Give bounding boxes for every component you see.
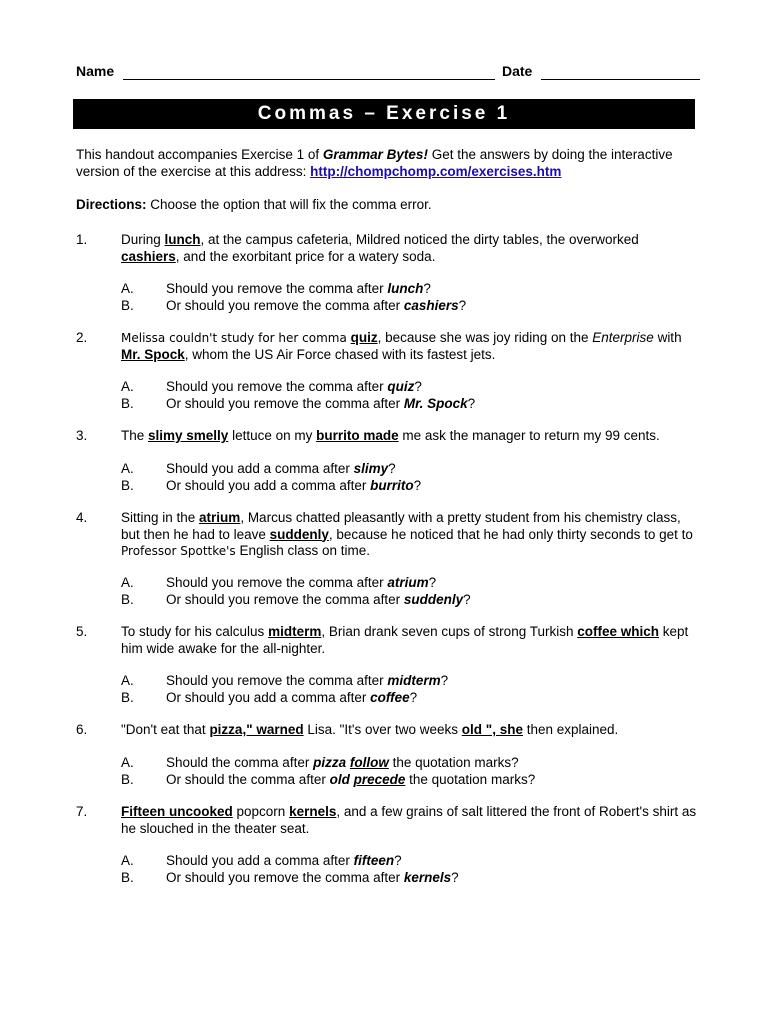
option-text: Should you remove the comma after [166,281,388,296]
option-text: Or should the comma after [166,772,330,787]
stem-text: , Brian drank seven cups of strong Turkish [321,624,578,639]
option-text: ? [451,870,459,885]
stem-text: with [653,330,682,345]
question-number: 2. [76,330,88,345]
option-letter: A. [121,379,134,394]
keyword: coffee which [577,624,659,639]
keyword: slimy smelly [148,428,229,443]
name-blank-line[interactable] [123,79,495,80]
option-letter: A. [121,281,134,296]
option-text: ? [394,853,402,868]
ship-name: Enterprise [592,330,654,345]
option-letter: A. [121,755,134,770]
option-keyword: burrito [370,478,414,493]
option-text: ? [388,461,396,476]
keyword: Mr. Spock [121,346,185,362]
stem-text: then explained. [522,722,619,737]
stem-text: me ask the manager to return my 99 cents. [398,428,660,443]
directions-label: Directions: [76,197,147,212]
stem-text: , because he noticed that he had only thirty seconds to get to [328,526,693,542]
date-label: Date [502,63,533,79]
option-text: ? [409,690,418,705]
option-letter: B. [121,298,134,313]
question-number: 1. [76,232,88,247]
option-keyword: quiz [387,379,415,394]
question-stem [121,804,701,837]
keyword: lunch [164,232,201,247]
stem-text: The [121,428,149,443]
stem-text: , whom the US Air Force chased with its fastest jets. [184,346,496,362]
option-letter: A. [121,673,134,688]
option-keyword: coffee [370,690,410,705]
option-letter: B. [121,478,134,493]
page-title: Commas – Exercise 1 [73,99,695,129]
option-text: Or should you add a comma after [166,478,371,493]
exercise-link[interactable]: http://chompchomp.com/exercises.htm [310,163,562,179]
stem-text: Lisa. "It's over two weeks [303,722,462,737]
option-text: ? [463,592,471,607]
keyword: old ", she [461,722,523,737]
option-text: Should the comma after [166,755,314,770]
keyword: atrium [199,510,241,525]
option-keyword: kernels [403,870,452,885]
option-letter: B. [121,592,134,607]
keyword: kernels [289,804,337,819]
option-text: ? [423,281,431,296]
option-letter: B. [121,396,134,411]
stem-text: , and the exorbitant price for a watery soda. [175,248,436,264]
option-letter: B. [121,772,134,787]
option-text: Or should you remove the comma after [166,396,404,411]
question-stem [121,510,701,560]
brand-name: Grammar Bytes! [322,147,428,162]
keyword: quiz [350,330,378,345]
keyword: midterm [268,624,322,639]
intro-text: This handout accompanies Exercise 1 of [76,147,323,162]
question-stem [121,330,701,363]
option-letter: A. [121,461,134,476]
stem-text: English class on time. [235,543,370,558]
option-text: Should you remove the comma after [166,673,388,688]
stem-text: During [121,232,165,247]
question-number: 5. [76,624,88,639]
stem-text: , Marcus chatted pleasantly with a pretty student from his chemistry class, but then he had to leave [121,510,681,542]
question-stem [121,624,701,657]
stem-text: , at the campus cafeteria, Mildred noticed the dirty tables, the overworked [200,232,639,247]
option-text: Should you remove the comma after [166,575,388,590]
option-text: ? [414,379,422,394]
keyword: suddenly [269,526,329,542]
option-keyword: atrium [387,575,429,590]
option-text: Should you add a comma after [166,853,354,868]
stem-text: , and a few grains of salt littered the front of Robert's shirt as he slouched in the theater seat. [121,804,697,836]
keyword: pizza," warned [209,722,304,737]
option-keyword: Mr. Spock [403,396,468,411]
name-label: Name [76,63,115,79]
option-text: Or should you add a comma after [166,690,371,705]
option-letter: A. [121,853,134,868]
option-keyword: follow [349,755,389,770]
stem-text: "Don't eat that [121,722,210,737]
option-keyword: old [329,772,350,787]
question-number: 3. [76,428,88,443]
professor-name: Professor Spottke's [121,544,236,558]
question-stem [121,428,701,445]
option-letter: A. [121,575,134,590]
question-number: 6. [76,722,88,737]
option-text: ? [458,298,467,313]
name-date-row [76,63,700,83]
date-blank-line[interactable] [541,79,700,80]
intro-text-2: Get the answers by doing the interactive version of the exercise at this address: [76,147,673,179]
question-number: 4. [76,510,88,525]
question-stem [121,722,701,739]
option-text: Should you add a comma after [166,461,354,476]
option-keyword: cashiers [403,298,459,313]
option-text: the quotation marks? [388,755,519,770]
intro-paragraph [76,147,700,180]
stem-text: , because she was joy riding on the [377,330,593,345]
stem-text: Sitting in the [121,510,200,525]
option-text: ? [467,396,476,411]
option-keyword: precede [353,772,406,787]
option-keyword: suddenly [403,592,464,607]
option-text: Or should you remove the comma after [166,298,404,313]
option-text: ? [413,478,422,493]
option-text: Or should you remove the comma after [166,870,404,885]
option-letter: B. [121,870,134,885]
option-text: ? [428,575,437,590]
option-letter: B. [121,690,134,705]
directions [76,197,700,214]
directions-text: Choose the option that will fix the comma error. [146,197,432,212]
option-text: Should you remove the comma after [166,379,388,394]
question-stem [121,232,701,265]
stem-text: kept him wide awake for the all-nighter. [121,624,689,656]
option-keyword: lunch [387,281,424,296]
stem-text: popcorn [232,804,290,819]
option-text: the quotation marks? [405,772,536,787]
option-text: ? [440,673,449,688]
stem-text: lettuce on my [228,428,317,443]
stem-text: Melissa couldn't study for her comma [121,331,351,345]
keyword: burrito made [316,428,399,443]
option-keyword: slimy [353,461,389,476]
option-keyword: fifteen [353,853,395,868]
keyword: Fifteen uncooked [121,804,233,819]
option-keyword: pizza [313,755,347,770]
keyword: cashiers [121,248,176,264]
option-text: Or should you remove the comma after [166,592,404,607]
stem-text: To study for his calculus [121,624,269,639]
option-keyword: midterm [387,673,441,688]
question-number: 7. [76,804,88,819]
